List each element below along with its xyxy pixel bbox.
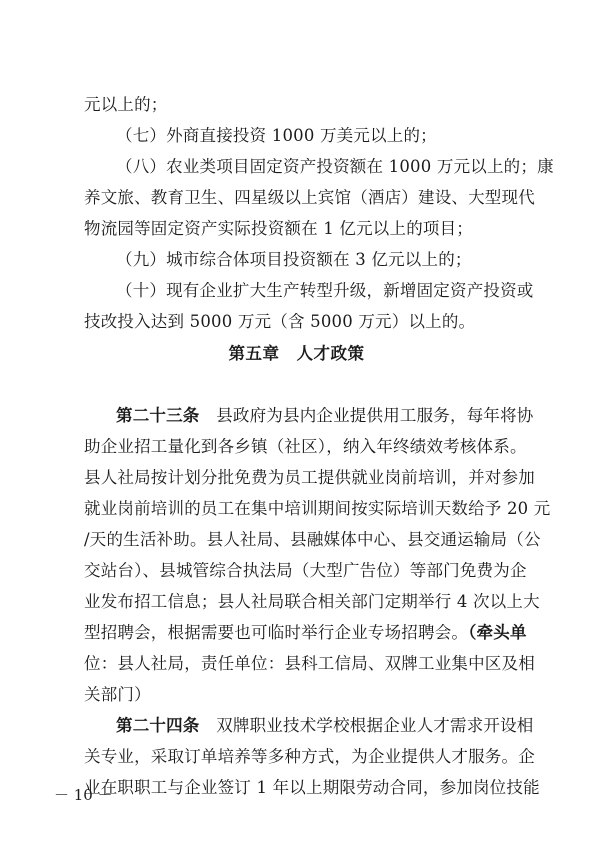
paragraph-line: 位：县人社局，责任单位：县科工信局、双牌工业集中区及相: [84, 654, 535, 673]
article-23-first-line: [116, 404, 534, 428]
paragraph-line: 养文旅、教育卫生、四星级以上宾馆（酒店）建设、大型现代: [84, 188, 535, 207]
paragraph-line: 元以上的；: [84, 95, 168, 114]
article-23-label: 第二十三条: [116, 406, 200, 425]
paragraph-line: 业发布招工信息；县人社局联合相关部门定期举行 4 次以上大: [84, 592, 540, 611]
paragraph-text: 型招聘会，根据需要也可临时举行企业专场招聘会。: [84, 623, 469, 642]
paragraph-line: 关专业，采取订单培养等多种方式，为企业提供人才服务。企: [84, 747, 535, 766]
paragraph-line: （七）外商直接投资 1000 万美元以上的；: [116, 126, 437, 145]
paragraph-line: 业在职职工与企业签订 1 年以上期限劳动合同，参加岗位技能: [84, 778, 540, 797]
paragraph-line: 技改投入达到 5000 万元（含 5000 万元）以上的。: [84, 312, 476, 331]
chapter-title: 第五章 人才政策: [228, 344, 365, 363]
paragraph-line: 物流园等固定资产实际投资额在 1 亿元以上的项目；: [84, 219, 473, 238]
lead-unit-label: （牵头单: [468, 623, 527, 642]
paragraph-line: 关部门）: [84, 685, 151, 704]
paragraph-line: （九）城市综合体项目投资额在 3 亿元以上的；: [116, 250, 472, 269]
paragraph-line: 交站台）、县城管综合执法局（大型广告位）等部门免费为企: [84, 561, 527, 580]
paragraph-line: /天的生活补助。县人社局、县融媒体中心、县交通运输局（公: [84, 530, 541, 549]
article-24-first-line: [116, 714, 534, 738]
paragraph-line: （十）现有企业扩大生产转型升级，新增固定资产投资或: [116, 281, 534, 300]
page-number: － 10 －: [54, 786, 113, 804]
paragraph-line: 县人社局按计划分批免费为员工提供就业岗前培训，并对参加: [84, 468, 535, 487]
article-23-line-text: 县政府为县内企业提供用工服务，每年将协: [199, 406, 534, 425]
paragraph-line: 助企业招工量化到各乡镇（社区），纳入年终绩效考核体系。: [84, 437, 527, 456]
article-23-mixed-line: [84, 621, 527, 645]
paragraph-line: （八）农业类项目固定资产投资额在 1000 万元以上的；康: [116, 157, 554, 176]
article-24-line-text: 双牌职业技术学校根据企业人才需求开设相: [199, 716, 534, 735]
article-24-label: 第二十四条: [116, 716, 200, 735]
paragraph-line: 就业岗前培训的员工在集中培训期间按实际培训天数给予 20 元: [84, 499, 551, 518]
